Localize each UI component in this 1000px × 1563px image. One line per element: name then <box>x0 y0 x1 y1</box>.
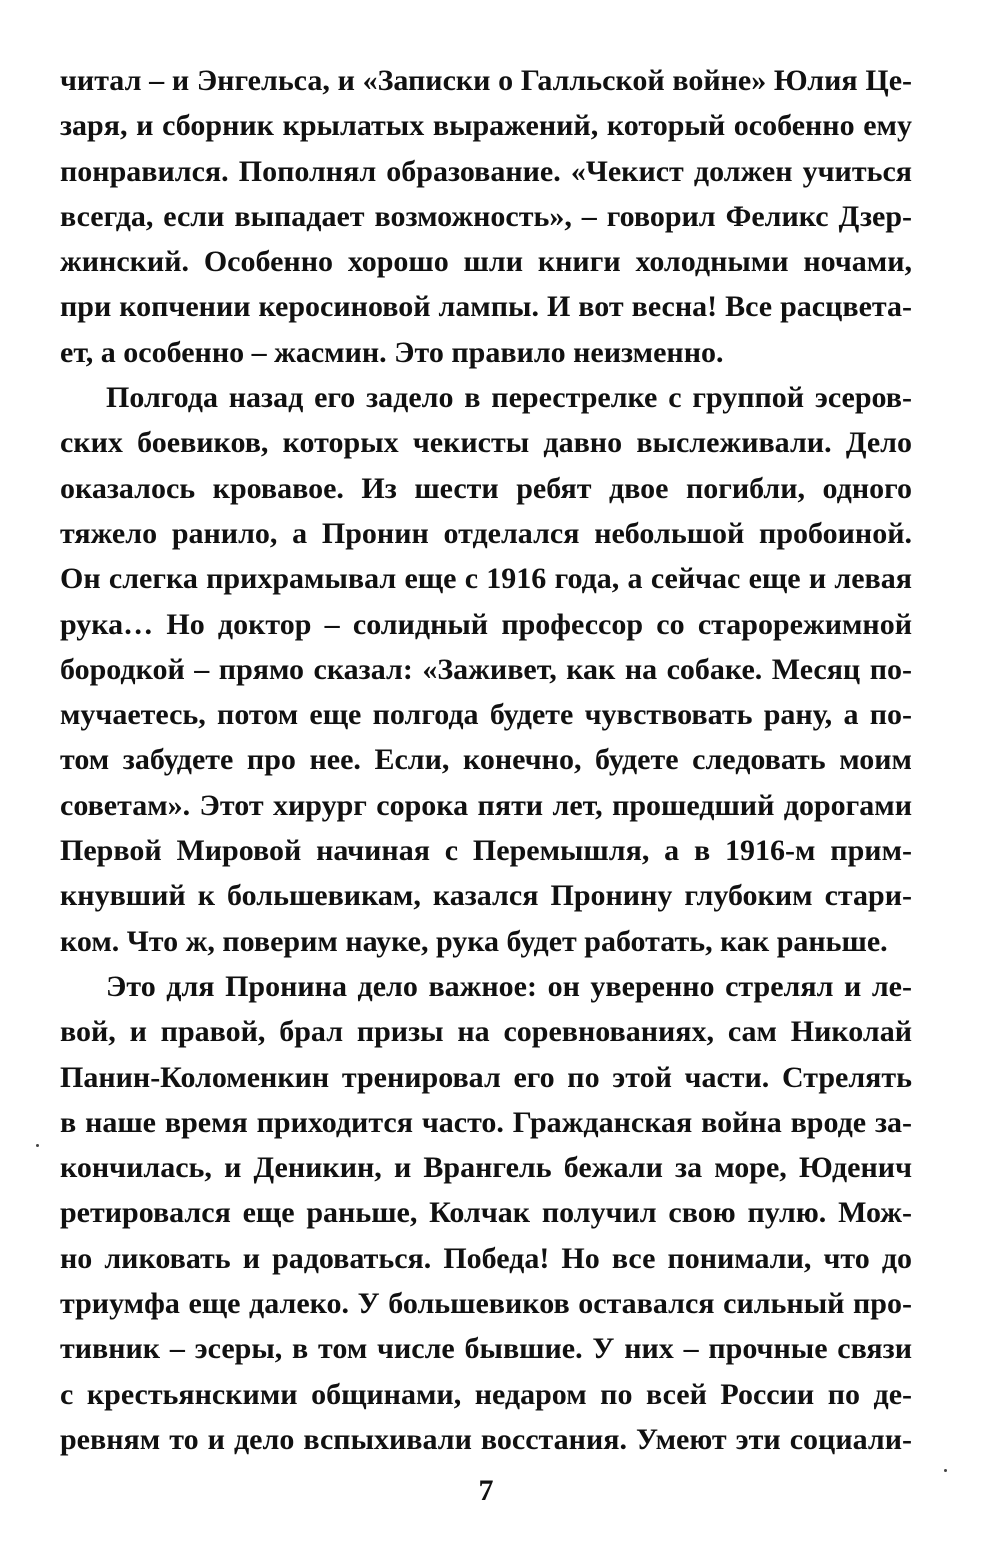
text-line: всегда, если выпадает возможность», – говорил Феликс Дзер- <box>60 199 912 233</box>
text-line: Это для Пронина дело важное: он уверенно стрелял и ле- <box>106 969 912 1003</box>
text-line: но ликовать и радоваться. Победа! Но все понимали, что до <box>60 1241 912 1275</box>
text-line: Панин-Коломенкин тренировал его по этой части. Стрелять <box>60 1060 912 1094</box>
text-line: понравился. Пополнял образование. «Чекист должен учиться <box>60 154 912 188</box>
text-line: рука… Но доктор – солидный профессор со старорежимной <box>60 607 912 641</box>
text-line: ских боевиков, которых чекисты давно выслеживали. Дело <box>60 426 912 460</box>
text-line: мучаетесь, потом еще полгода будете чувствовать рану, а по- <box>60 698 912 732</box>
text-line: оказалось кровавое. Из шести ребят двое погибли, одного <box>60 471 912 505</box>
text-line: ретировался еще раньше, Колчак получил свою пулю. Мож- <box>60 1196 912 1230</box>
text-line: советам». Этот хирург сорока пяти лет, прошедший дорогами <box>60 788 912 822</box>
text-line: жинский. Особенно хорошо шли книги холодными ночами, <box>60 245 912 279</box>
text-line: кнувший к большевикам, казался Пронину глубоким стари- <box>60 879 912 913</box>
text-line: заря, и сборник крылатых выражений, который особенно ему <box>60 109 912 143</box>
text-line: тивник – эсеры, в том числе бывшие. У них – прочные связи <box>60 1332 912 1366</box>
text-line: ревням то и дело вспыхивали восстания. Умеют эти социали- <box>60 1422 912 1456</box>
text-line: Он слегка прихрамывал еще с 1916 года, а сейчас еще и левая <box>60 562 912 596</box>
text-line: вой, и правой, брал призы на соревнованиях, сам Николай <box>60 1015 912 1049</box>
text-line: ет, а особенно – жасмин. Это правило неизменно. <box>60 335 724 369</box>
body-text <box>60 58 912 1462</box>
text-line: триумфа еще далеко. У большевиков оставался сильный про- <box>60 1287 912 1321</box>
text-line: Первой Мировой начиная с Перемышля, а в 1916-м прим- <box>60 834 912 868</box>
text-line: ком. Что ж, поверим науке, рука будет работать, как раньше. <box>60 924 888 958</box>
paragraph <box>60 58 912 375</box>
text-line: Полгода назад его задело в перестрелке с группой эсеров- <box>106 381 912 415</box>
page-number: 7 <box>478 1474 494 1507</box>
text-line: бородкой – прямо сказал: «Заживет, как на собаке. Месяц по- <box>60 652 912 686</box>
text-line: в наше время приходится часто. Гражданская война вроде за- <box>60 1105 912 1139</box>
text-line: читал – и Энгельса, и «Записки о Галльской войне» Юлия Це- <box>60 64 912 97</box>
text-line: при копчении керосиновой лампы. И вот весна! Все расцвета- <box>60 290 912 324</box>
paragraph <box>60 964 912 1462</box>
scan-speck <box>36 1144 39 1147</box>
text-line: тяжело ранило, а Пронин отделался небольшой пробоиной. <box>60 516 912 550</box>
paragraph <box>60 375 912 964</box>
scan-speck <box>944 1469 947 1472</box>
text-line: кончилась, и Деникин, и Врангель бежали за море, Юденич <box>60 1151 912 1185</box>
text-line: с крестьянскими общинами, недаром по всей России по де- <box>60 1377 912 1411</box>
text-line: том забудете про нее. Если, конечно, будете следовать моим <box>60 743 912 777</box>
